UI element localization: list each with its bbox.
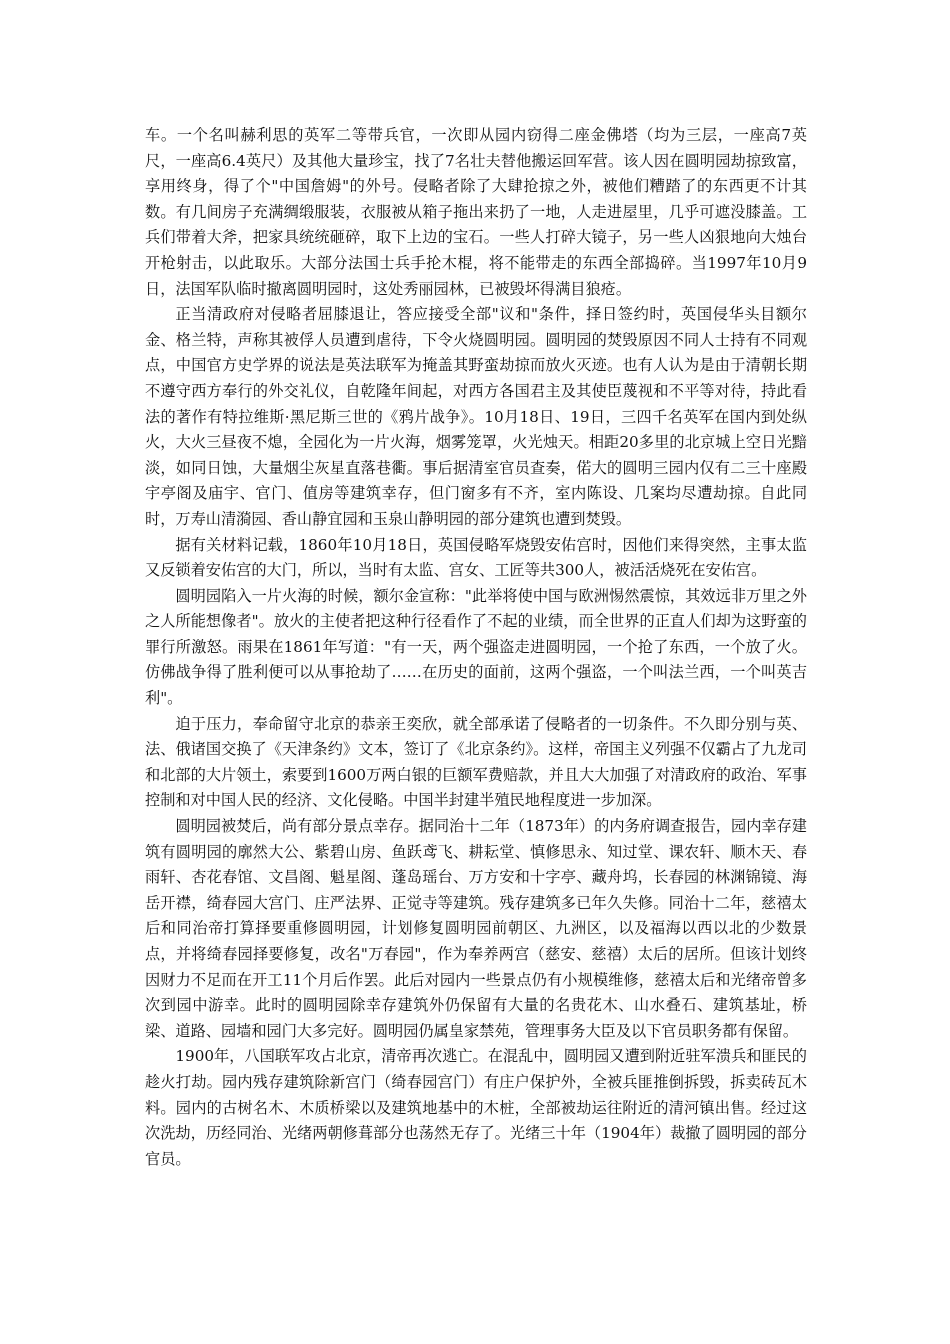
- paragraph-1: 车。一个名叫赫利思的英军二等带兵官，一次即从园内窃得二座金佛塔（均为三层，一座高7英尺，一座高6.4英尺）及其他大量珍宝，找了7名壮夫替他搬运回军营。该人因在圆明园劫掠致富，享用终身，得了个"中国詹姆"的外号。侵略者除了大肆抢掠之外，被他们糟踏了的东西更不计其数。有几间房子充满绸缎服装，衣服被从箱子拖出来扔了一地，人走进屋里，几乎可遮没膝盖。工兵们带着大斧，把家具统统砸碎，取下上边的宝石。一些人打碎大镜子，另一些人凶狠地向大烛台开枪射击，以此取乐。大部分法国士兵手抡木棍，将不能带走的东西全部捣碎。当1997年10月9日，法国军队临时撤离圆明园时，这处秀丽园林，已被毁坏得满目狼疮。: [145, 126, 807, 298]
- paragraph-4: 圆明园陷入一片火海的时候，额尔金宣称："此举将使中国与欧洲惕然震惊，其效远非万里之外之人所能想像者"。放火的主使者把这种行径看作了不起的业绩，而全世界的正直人们却为这野蛮的罪行所激怒。雨果在1861年写道："有一天，两个强盗走进圆明园，一个抢了东西，一个放了火。仿佛战争得了胜利便可以从事抢劫了……在历史的面前，这两个强盗，一个叫法兰西，一个叫英吉利"。: [145, 586, 807, 708]
- document-page: [145, 123, 807, 1172]
- paragraph-6: 圆明园被焚后，尚有部分景点幸存。据同治十二年（1873年）的内务府调查报告，园内幸存建筑有圆明园的廓然大公、紫碧山房、鱼跃鸢飞、耕耘堂、慎修思永、知过堂、课农轩、顺木天、春雨轩、杏花春馆、文昌阁、魁星阁、蓬岛瑶台、万方安和十字亭、藏舟坞，长春园的林渊锦镜、海岳开襟，绮春园大宫门、庄严法界、正觉寺等建筑。残存建筑多已年久失修。同治十二年，慈禧太后和同治帝打算择要重修圆明园，计划修复圆明园前朝区、九洲区，以及福海以西以北的少数景点，并将绮春园择要修复，改名"万春园"，作为奉养两宫（慈安、慈禧）太后的居所。但该计划终因财力不足而在开工11个月后作罢。此后对园内一些景点仍有小规模维修，慈禧太后和光绪帝曾多次到园中游幸。此时的圆明园除幸存建筑外仍保留有大量的名贵花木、山水叠石、建筑基址，桥梁、道路、园墙和园门大多完好。圆明园仍属皇家禁苑，管理事务大臣及以下官员职务都有保留。: [145, 817, 807, 1040]
- paragraph-2: 正当清政府对侵略者屈膝退让，答应接受全部"议和"条件，择日签约时，英国侵华头目额尔金、格兰特，声称其被俘人员遭到虐待，下令火烧圆明园。圆明园的焚毁原因不同人士持有不同观点，中国官方史学界的说法是英法联军为掩盖其野蛮劫掠而放火灭迹。也有人认为是由于清朝长期不遵守西方奉行的外交礼仪，自乾隆年间起，对西方各国君主及其使臣蔑视和不平等对待，持此看法的著作有特拉维斯·黑尼斯三世的《鸦片战争》。10月18日、19日，三四千名英军在国内到处纵火，大火三昼夜不熄，全园化为一片火海，烟雾笼罩，火光烛天。相距20多里的北京城上空日光黯淡，如同日蚀，大量烟尘灰星直落巷衢。事后据清室官员查奏，偌大的圆明三园内仅有二三十座殿宇亭阁及庙宇、官门、值房等建筑幸存，但门窗多有不齐，室内陈设、几案均尽遭劫掠。自此同时，万寿山清漪园、香山静宜园和玉泉山静明园的部分建筑也遭到焚毁。: [145, 305, 807, 528]
- paragraph-5: 迫于压力，奉命留守北京的恭亲王奕欣，就全部承诺了侵略者的一切条件。不久即分别与英、法、俄诸国交换了《天津条约》文本，签订了《北京条约》。这样，帝国主义列强不仅霸占了九龙司和北部的大片领土，索要到1600万两白银的巨额军费赔款，并且大大加强了对清政府的政治、军事控制和对中国人民的经济、文化侵略。中国半封建半殖民地程度进一步加深。: [145, 714, 807, 810]
- paragraph-7: 1900年，八国联军攻占北京，清帝再次逃亡。在混乱中，圆明园又遭到附近驻军溃兵和匪民的趁火打劫。园内残存建筑除新宫门（绮春园宫门）有庄户保护外，全被兵匪推倒拆毁，拆卖砖瓦木料。园内的古树名木、木质桥梁以及建筑地基中的木桩，全部被劫运往附近的清河镇出售。经过这次洗劫，历经同治、光绪两朝修葺部分也荡然无存了。光绪三十年（1904年）裁撤了圆明园的部分官员。: [145, 1047, 807, 1168]
- paragraph-3: 据有关材料记载，1860年10月18日，英国侵略军烧毁安佑宫时，因他们来得突然，主事太监又反锁着安佑宫的大门，所以，当时有太监、宫女、工匠等共300人，被活活烧死在安佑宫。: [145, 535, 807, 580]
